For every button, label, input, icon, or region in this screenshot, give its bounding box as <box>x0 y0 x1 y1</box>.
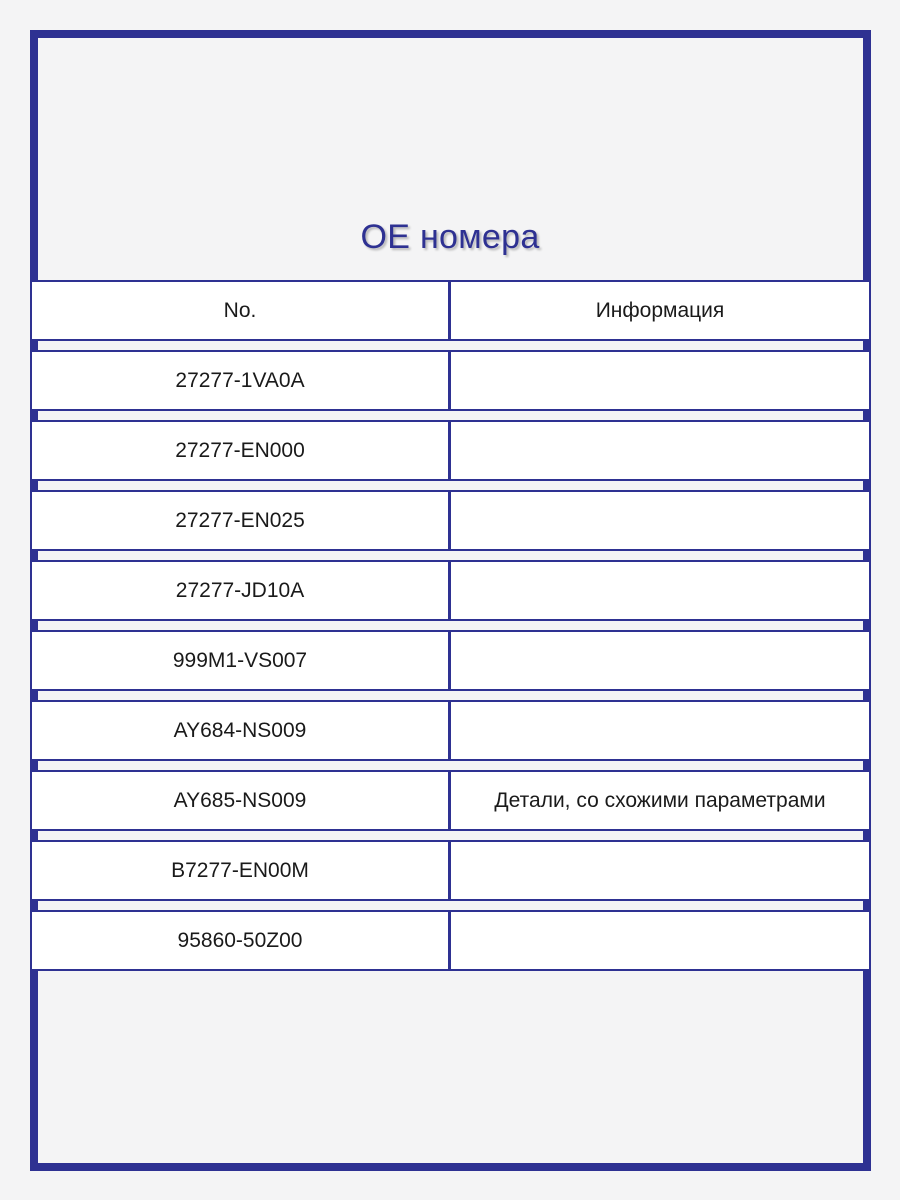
info-cell <box>451 352 869 409</box>
table-header-row <box>30 280 871 341</box>
table-row <box>30 350 871 411</box>
info-cell <box>451 422 869 479</box>
table-row <box>30 490 871 551</box>
oe-number-cell: 999M1-VS007 <box>32 632 451 689</box>
table-row <box>30 420 871 481</box>
oe-number-cell: 27277-EN000 <box>32 422 451 479</box>
table-row <box>30 840 871 901</box>
info-cell <box>451 702 869 759</box>
table-row <box>30 630 871 691</box>
oe-number-cell: 27277-EN025 <box>32 492 451 549</box>
info-cell <box>451 492 869 549</box>
info-cell: Детали, со схожими параметрами <box>494 788 826 812</box>
table-row <box>30 910 871 971</box>
oe-number-cell: AY684-NS009 <box>32 702 451 759</box>
oe-number-cell: 27277-1VA0A <box>32 352 451 409</box>
table-row <box>30 770 871 831</box>
header-info: Информация <box>595 298 725 322</box>
oe-number-cell: 95860-50Z00 <box>32 912 451 969</box>
oe-number-cell: 27277-JD10A <box>32 562 451 619</box>
info-cell <box>451 562 869 619</box>
header-no: No. <box>32 282 451 339</box>
info-cell <box>451 842 869 899</box>
page-title: OE номера <box>360 218 540 256</box>
oe-number-cell: B7277-EN00M <box>32 842 451 899</box>
info-cell <box>451 912 869 969</box>
table-row <box>30 560 871 621</box>
oe-number-cell: AY685-NS009 <box>32 772 451 829</box>
info-cell <box>451 632 869 689</box>
table-row <box>30 700 871 761</box>
